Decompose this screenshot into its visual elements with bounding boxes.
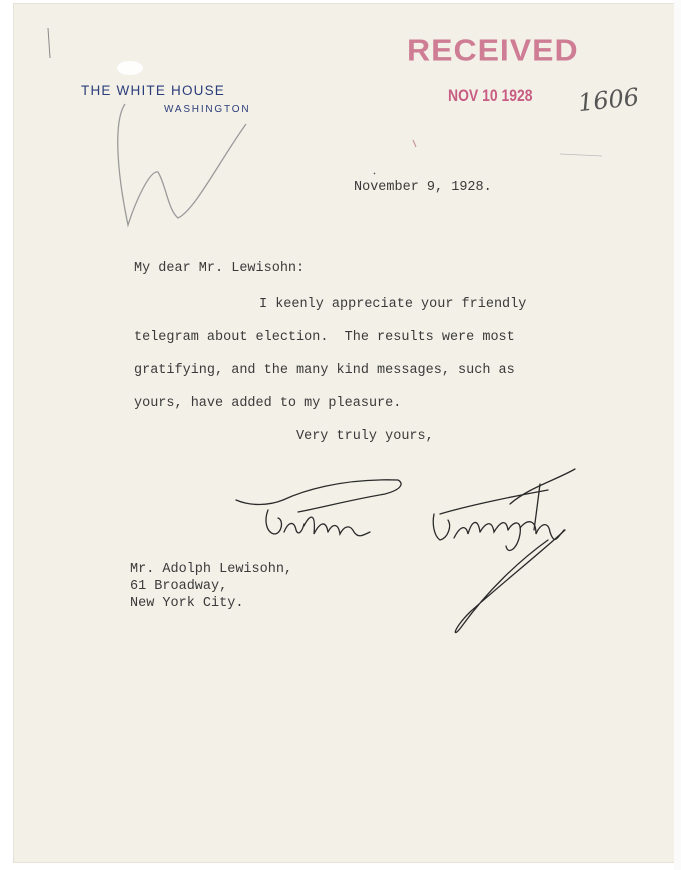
recipient-line: 61 Broadway,	[130, 579, 228, 594]
body-line: telegram about election. The results were most	[134, 330, 515, 345]
received-date-stamp: NOV 10 1928	[448, 86, 533, 105]
letterhead-subtitle: WASHINGTON	[164, 104, 251, 115]
recipient-line: Mr. Adolph Lewisohn,	[130, 562, 293, 577]
closing: Very truly yours,	[296, 429, 434, 444]
letterhead-title: THE WHITE HOUSE	[81, 83, 226, 98]
letter-date: November 9, 1928.	[354, 180, 492, 195]
salutation: My dear Mr. Lewisohn:	[134, 261, 305, 276]
body-line: yours, have added to my pleasure.	[134, 396, 402, 411]
body-line: gratifying, and the many kind messages, such as	[134, 363, 515, 378]
received-stamp: RECEIVED	[407, 32, 579, 68]
body-line: I keenly appreciate your friendly	[259, 297, 527, 312]
file-number-note: 1606	[576, 82, 641, 118]
recipient-line: New York City.	[130, 596, 244, 611]
